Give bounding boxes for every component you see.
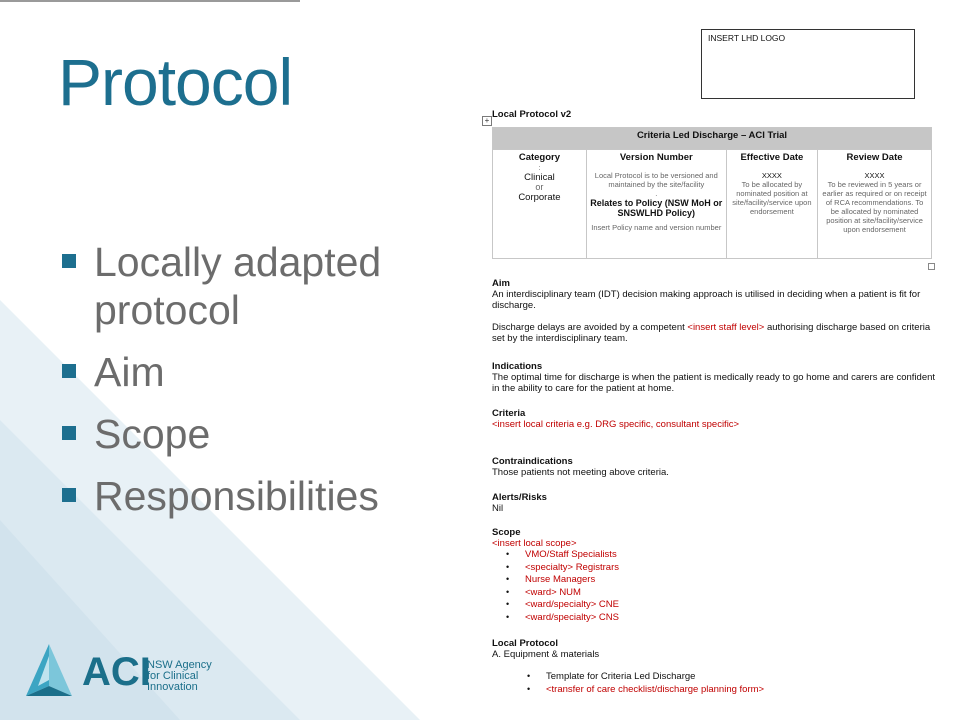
version-number-cell: Version Number Local Protocol is to be versioned and maintained by the site/facility . Relates to Policy (NSW MoH or SNSWLHD Policy) Insert Policy name and version number (586, 150, 726, 259)
bullet-item (60, 348, 420, 396)
bullet-text: Scope (94, 411, 211, 457)
lhd-logo-placeholder: INSERT LHD LOGO (701, 29, 915, 99)
top-rule (0, 0, 300, 2)
bullet-item (60, 472, 420, 520)
table-move-handle-icon[interactable]: + (482, 116, 492, 126)
review-date-cell: Review Date XXXX To be reviewed in 5 years or earlier as required or on receipt of RCA recommendations. To be allocated by nominated position at site/facility/service upon endorsement (818, 150, 932, 259)
list-item: • <transfer of care checklist/discharge planning form> (492, 684, 942, 697)
scope-list (492, 549, 942, 624)
contraindications-section: Contraindications Those patients not meeting above criteria. (492, 456, 669, 478)
bullet-text: Locally adapted protocol (94, 239, 382, 333)
list-item: • <specialty> Registrars (492, 562, 942, 575)
list-item: • VMO/Staff Specialists (492, 549, 942, 562)
bullet-square-icon (62, 488, 76, 502)
list-item: • <ward> NUM (492, 587, 942, 600)
bullet-item (60, 238, 420, 334)
bullet-item (60, 410, 420, 458)
alerts-section: Alerts/Risks Nil (492, 492, 547, 514)
slide-title: Protocol (58, 45, 293, 119)
aci-logo (20, 642, 260, 708)
indications-section: Indications The optimal time for discharge is when the patient is medically ready to go home and carers are confident in the ability to care for the patient at home. (492, 361, 936, 394)
category-cell: Category : Clinical or Corporate (493, 150, 587, 259)
bullet-square-icon (62, 364, 76, 378)
equipment-list (492, 671, 942, 696)
aci-wordmark: ACI (82, 650, 151, 694)
table-resize-handle-icon[interactable] (928, 263, 935, 270)
bullet-list (60, 238, 420, 534)
table-header: Criteria Led Discharge – ACI Trial (493, 128, 932, 150)
bullet-square-icon (62, 254, 76, 268)
list-item: • <ward/specialty> CNE (492, 599, 942, 612)
protocol-document (470, 20, 945, 720)
bullet-text: Aim (94, 349, 165, 395)
protocol-info-table (492, 127, 932, 259)
local-protocol-section: Local Protocol A. Equipment & materials • Template for Criteria Led Discharge • <transfer of care checklist/discharge planning form> (492, 638, 942, 696)
criteria-section: Criteria <insert local criteria e.g. DRG specific, consultant specific> (492, 408, 740, 430)
list-item: • <ward/specialty> CNS (492, 612, 942, 625)
list-item: • Template for Criteria Led Discharge (492, 671, 942, 684)
aci-logo-mark-icon (20, 642, 78, 700)
list-item: • Nurse Managers (492, 574, 942, 587)
bullet-square-icon (62, 426, 76, 440)
document-label: Local Protocol v2 (492, 109, 572, 120)
scope-section: Scope <insert local scope> • VMO/Staff Specialists • <specialty> Registrars • Nurse Managers • <ward> NUM • <ward/specialty> CNE • <ward/specialty> CNS (492, 527, 942, 624)
agency-name: NSW Agency for Clinical Innovation (147, 659, 212, 693)
aim-section: Aim An interdisciplinary team (IDT) decision making approach is utilised in deciding when a patient is fit for discharge. Discharge delays are avoided by a competent <insert staff level> authorising discharge based on criteria set by the interdisciplinary team. (492, 278, 931, 344)
effective-date-cell: Effective Date XXXX To be allocated by nominated position at site/facility/service upon endorsement (726, 150, 817, 259)
bullet-text: Responsibilities (94, 473, 379, 519)
